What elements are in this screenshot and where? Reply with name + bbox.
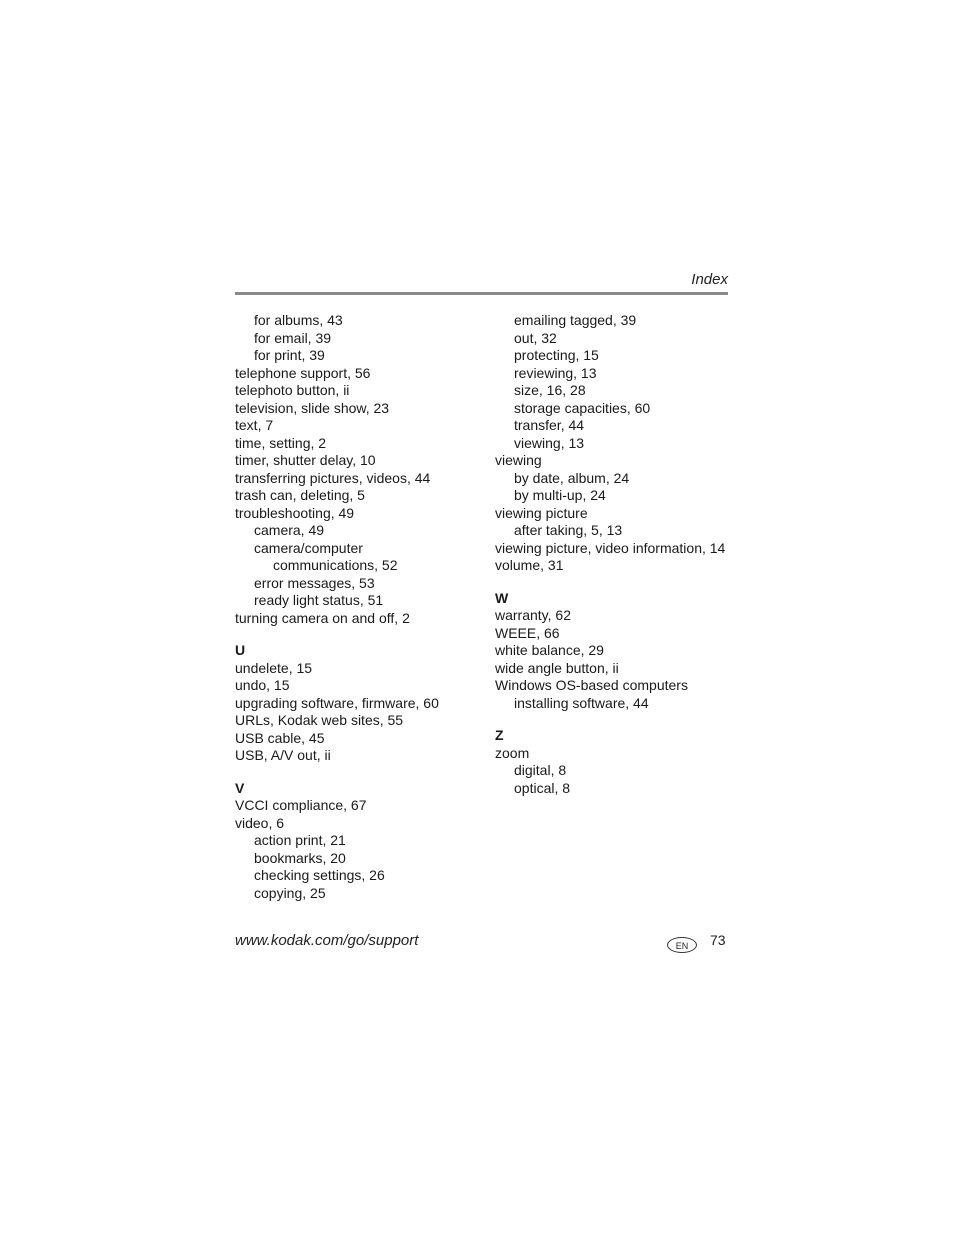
index-entry: viewing xyxy=(495,452,542,468)
page-number: 73 xyxy=(710,932,726,948)
index-section-letter: U xyxy=(235,642,246,658)
index-subentry: communications, 52 xyxy=(273,557,398,573)
index-subentry: out, 32 xyxy=(514,329,557,346)
index-subentry: reviewing, 13 xyxy=(514,364,597,381)
index-entry: wide angle button, ii xyxy=(495,659,619,676)
index-section-letter: W xyxy=(495,589,509,606)
index-subentry: transfer, 44 xyxy=(514,417,585,433)
index-entry: telephoto button, ii xyxy=(235,382,350,398)
index-subentry: for albums, 43 xyxy=(254,312,343,328)
index-subentry: viewing, 13 xyxy=(514,434,585,451)
index-subentry: storage capacities, 60 xyxy=(514,399,651,416)
index-subentry: after taking, 5, 13 xyxy=(514,522,623,538)
index-subentry: error messages, 53 xyxy=(254,574,375,591)
index-subentry: action print, 21 xyxy=(254,832,346,848)
index-entry: WEEE, 66 xyxy=(495,624,560,641)
index-entry: text, 7 xyxy=(235,417,274,433)
index-entry: viewing picture, video information, 14 xyxy=(495,539,726,556)
index-entry: upgrading software, firmware, 60 xyxy=(235,694,439,711)
index-entry: video, 6 xyxy=(235,814,285,831)
index-entry: VCCI compliance, 67 xyxy=(235,797,367,813)
index-entry: undelete, 15 xyxy=(235,659,313,676)
index-entry: USB, A/V out, ii xyxy=(235,747,331,763)
index-entry: undo, 15 xyxy=(235,677,290,693)
index-entry: URLs, Kodak web sites, 55 xyxy=(235,712,404,728)
index-entry: telephone support, 56 xyxy=(235,364,371,381)
index-subentry: checking settings, 26 xyxy=(254,867,385,883)
index-subentry: copying, 25 xyxy=(254,884,326,901)
index-entry: turning camera on and off, 2 xyxy=(235,609,410,626)
index-entry: trash can, deleting, 5 xyxy=(235,487,365,503)
index-subentry: emailing tagged, 39 xyxy=(514,312,637,328)
index-subentry: ready light status, 51 xyxy=(254,592,384,608)
index-subentry: by multi-up, 24 xyxy=(514,487,606,503)
index-section-letter: V xyxy=(235,779,245,796)
index-entry: viewing picture xyxy=(495,504,588,521)
index-subentry: by date, album, 24 xyxy=(514,469,630,486)
index-subentry: protecting, 15 xyxy=(514,347,599,363)
index-subentry: for email, 39 xyxy=(254,329,332,346)
index-entry: warranty, 62 xyxy=(495,607,571,623)
index-subentry: bookmarks, 20 xyxy=(254,849,346,866)
footer-url: www.kodak.com/go/support xyxy=(235,932,419,949)
index-subentry: for print, 39 xyxy=(254,347,325,363)
index-entry: volume, 31 xyxy=(495,557,564,573)
index-entry: troubleshooting, 49 xyxy=(235,504,355,521)
index-entry: zoom xyxy=(495,744,530,761)
index-subentry: installing software, 44 xyxy=(514,694,649,711)
index-left-column xyxy=(235,312,485,902)
index-subentry: optical, 8 xyxy=(514,779,571,796)
index-entry: television, slide show, 23 xyxy=(235,399,390,416)
index-subentry: size, 16, 28 xyxy=(514,382,586,398)
index-entry: Windows OS-based computers xyxy=(495,677,688,693)
index-section-letter: Z xyxy=(495,727,504,743)
index-entry: white balance, 29 xyxy=(495,642,604,658)
index-subentry: camera, 49 xyxy=(254,522,325,538)
index-entry: timer, shutter delay, 10 xyxy=(235,452,376,468)
language-badge: EN xyxy=(667,937,697,953)
index-entry: transferring pictures, videos, 44 xyxy=(235,469,431,486)
index-entry: USB cable, 45 xyxy=(235,729,325,746)
index-right-column xyxy=(495,312,735,797)
index-subentry: digital, 8 xyxy=(514,762,567,778)
index-subentry: camera/computer xyxy=(254,539,363,556)
page-header-title: Index xyxy=(691,271,728,288)
index-entry: time, setting, 2 xyxy=(235,434,327,451)
header-rule xyxy=(235,292,728,295)
